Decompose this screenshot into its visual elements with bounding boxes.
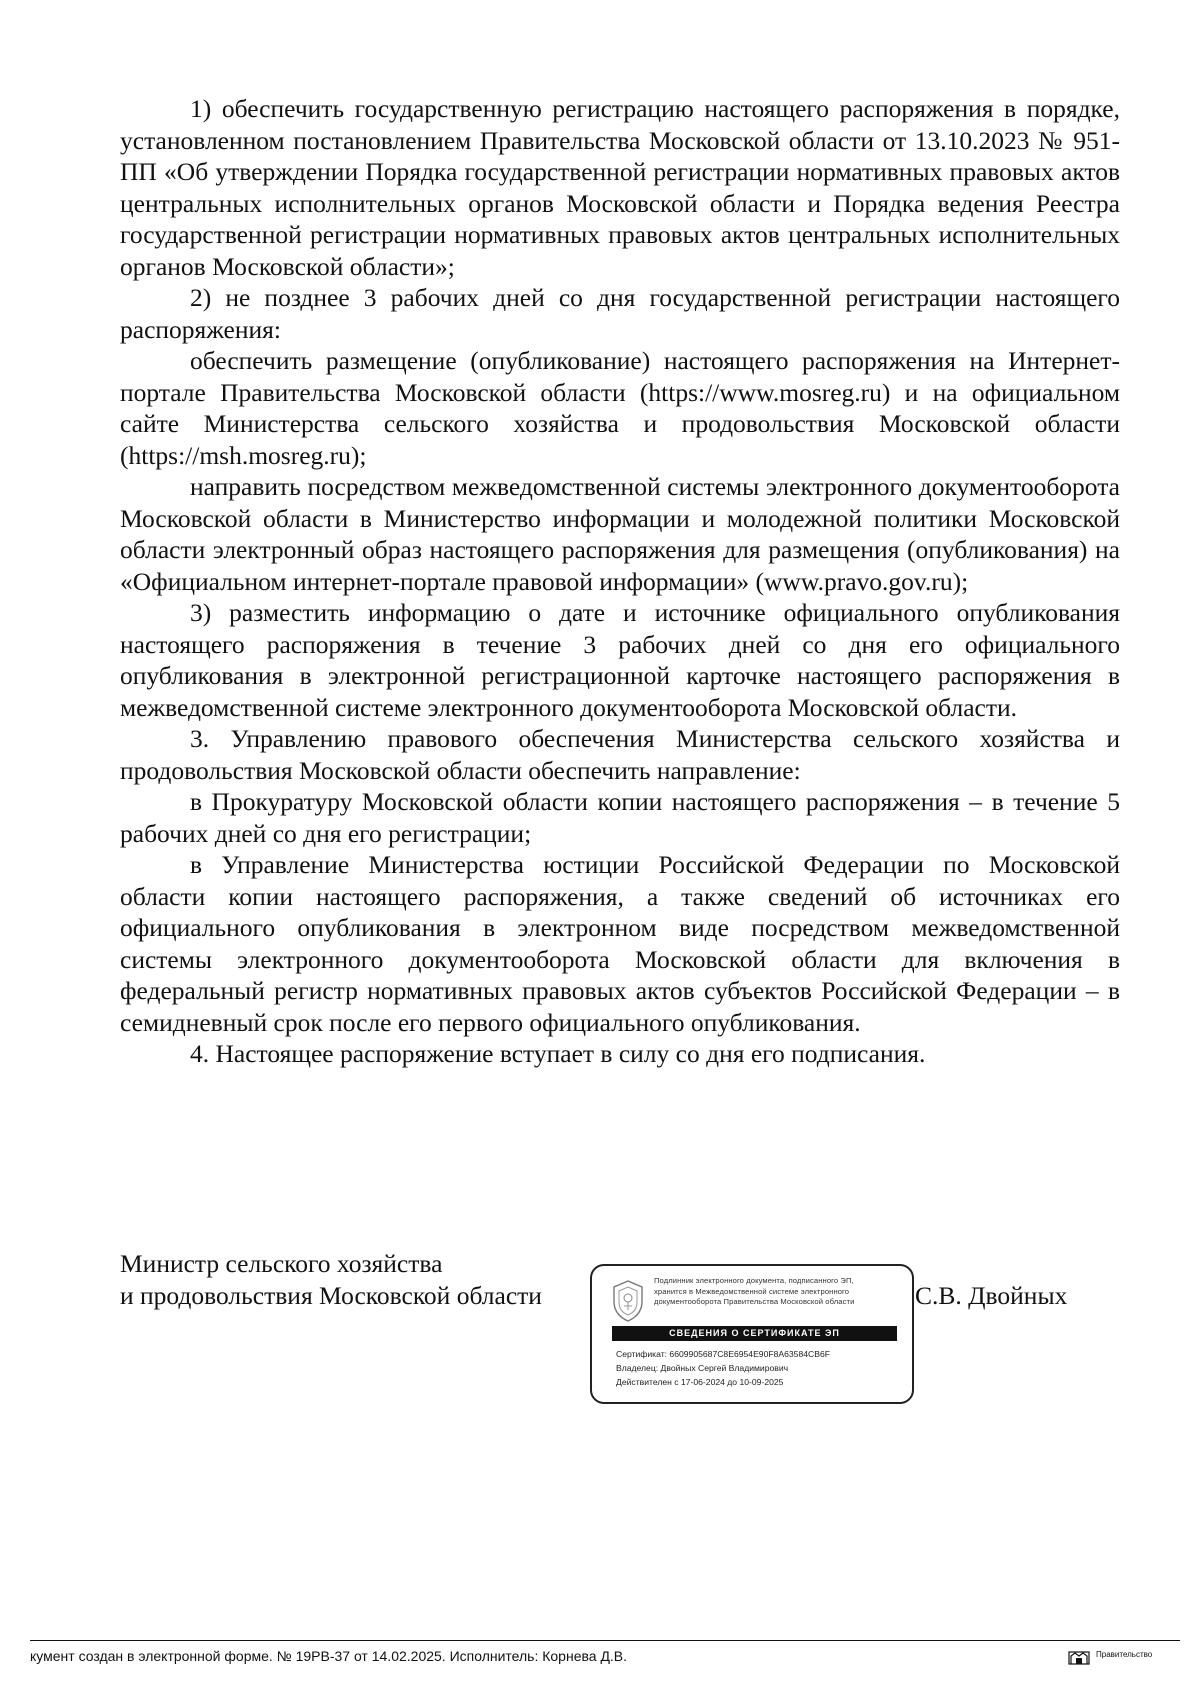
signature-block (120, 1248, 1120, 1428)
stamp-header: СВЕДЕНИЯ О СЕРТИФИКАТЕ ЭП (612, 1326, 897, 1341)
stamp-notice-line-1: Подлинник электронного документа, подписанного ЭП, (654, 1276, 854, 1285)
electronic-signature-stamp (590, 1264, 914, 1404)
certificate-number: Сертификат: 6609905687C8E6954E90F8A63584CB6F (616, 1349, 830, 1359)
government-logo-icon (1068, 1649, 1090, 1665)
signatory-title-line-1: Министр сельского хозяйства (120, 1249, 443, 1278)
signatory-title (120, 1248, 542, 1311)
coat-of-arms-icon (608, 1278, 648, 1324)
certificate-owner: Владелец: Двойных Сергей Владимирович (616, 1363, 789, 1373)
paragraph-3: обеспечить размещение (опубликование) настоящего распоряжения на Интернет-портале Правительства Московской области (https://www.mosreg.ru) и на официальном сайте Министерства сельского хозяйства и продовольствия Московской области (https://msh.mosreg.ru); (120, 346, 1120, 470)
paragraph-2: 2) не позднее 3 рабочих дней со дня государственной регистрации настоящего распоряжения: (120, 283, 1120, 344)
stamp-notice-line-2: хранится в Межведомственной системе электронного (654, 1286, 850, 1296)
footer-divider (30, 1640, 1180, 1641)
paragraph-5: 3) разместить информацию о дате и источнике официального опубликования настоящего распоряжения в течение 3 рабочих дней со дня его официального опубликования в электронной регистрационной карточке настоящего распоряжения в межведомственной системе электронного документооборота Московской области. (120, 598, 1120, 722)
stamp-details (616, 1347, 906, 1389)
paragraph-1: 1) обеспечить государственную регистрацию настоящего распоряжения в порядке, установленном постановлением Правительства Московской области от 13.10.2023 № 951-ПП «Об утверждении Порядка государственной регистрации нормативных правовых актов центральных исполнительных органов Московской области и Порядка ведения Реестра государственной регистрации нормативных правовых актов центральных исполнительных органов Московской области»; (120, 94, 1120, 281)
document-body (120, 93, 1120, 1070)
certificate-validity: Действителен с 17-06-2024 до 10-09-2025 (616, 1377, 784, 1387)
footer-document-info: кумент создан в электронной форме. № 19РВ-37 от 14.02.2025. Исполнитель: Корнева Д.В. (30, 1648, 628, 1664)
signatory-title-line-2: и продовольствия Московской области (120, 1280, 542, 1310)
paragraph-9: 4. Настоящее распоряжение вступает в силу со дня его подписания. (190, 1039, 926, 1068)
signatory-name: С.В. Двойных (915, 1281, 1068, 1310)
stamp-notice-line-3: документооборота Правительства Московской области (654, 1297, 855, 1306)
paragraph-8: в Управление Министерства юстиции Российской Федерации по Московской области копии настоящего распоряжения, а также сведений об источниках его официального опубликования в электронном виде посредством межведомственной системы электронного документооборота Московской области для включения в федеральный регистр нормативных правовых актов субъектов Российской Федерации – в семидневный срок после его первого официального опубликования. (120, 850, 1120, 1037)
stamp-notice (654, 1276, 906, 1308)
footer-org-label: Правительство (1096, 1650, 1153, 1659)
paragraph-4: направить посредством межведомственной системы электронного документооборота Московской области в Министерство информации и молодежной политики Московской области электронный образ настоящего распоряжения для размещения (опубликования) на «Официальном интернет-портале правовой информации» (www.pravo.gov.ru); (120, 472, 1120, 596)
paragraph-6: 3. Управлению правового обеспечения Министерства сельского хозяйства и продовольствия Московской области обеспечить направление: (120, 724, 1120, 785)
paragraph-7: в Прокуратуру Московской области копии настоящего распоряжения – в течение 5 рабочих дней со дня его регистрации; (120, 787, 1120, 848)
